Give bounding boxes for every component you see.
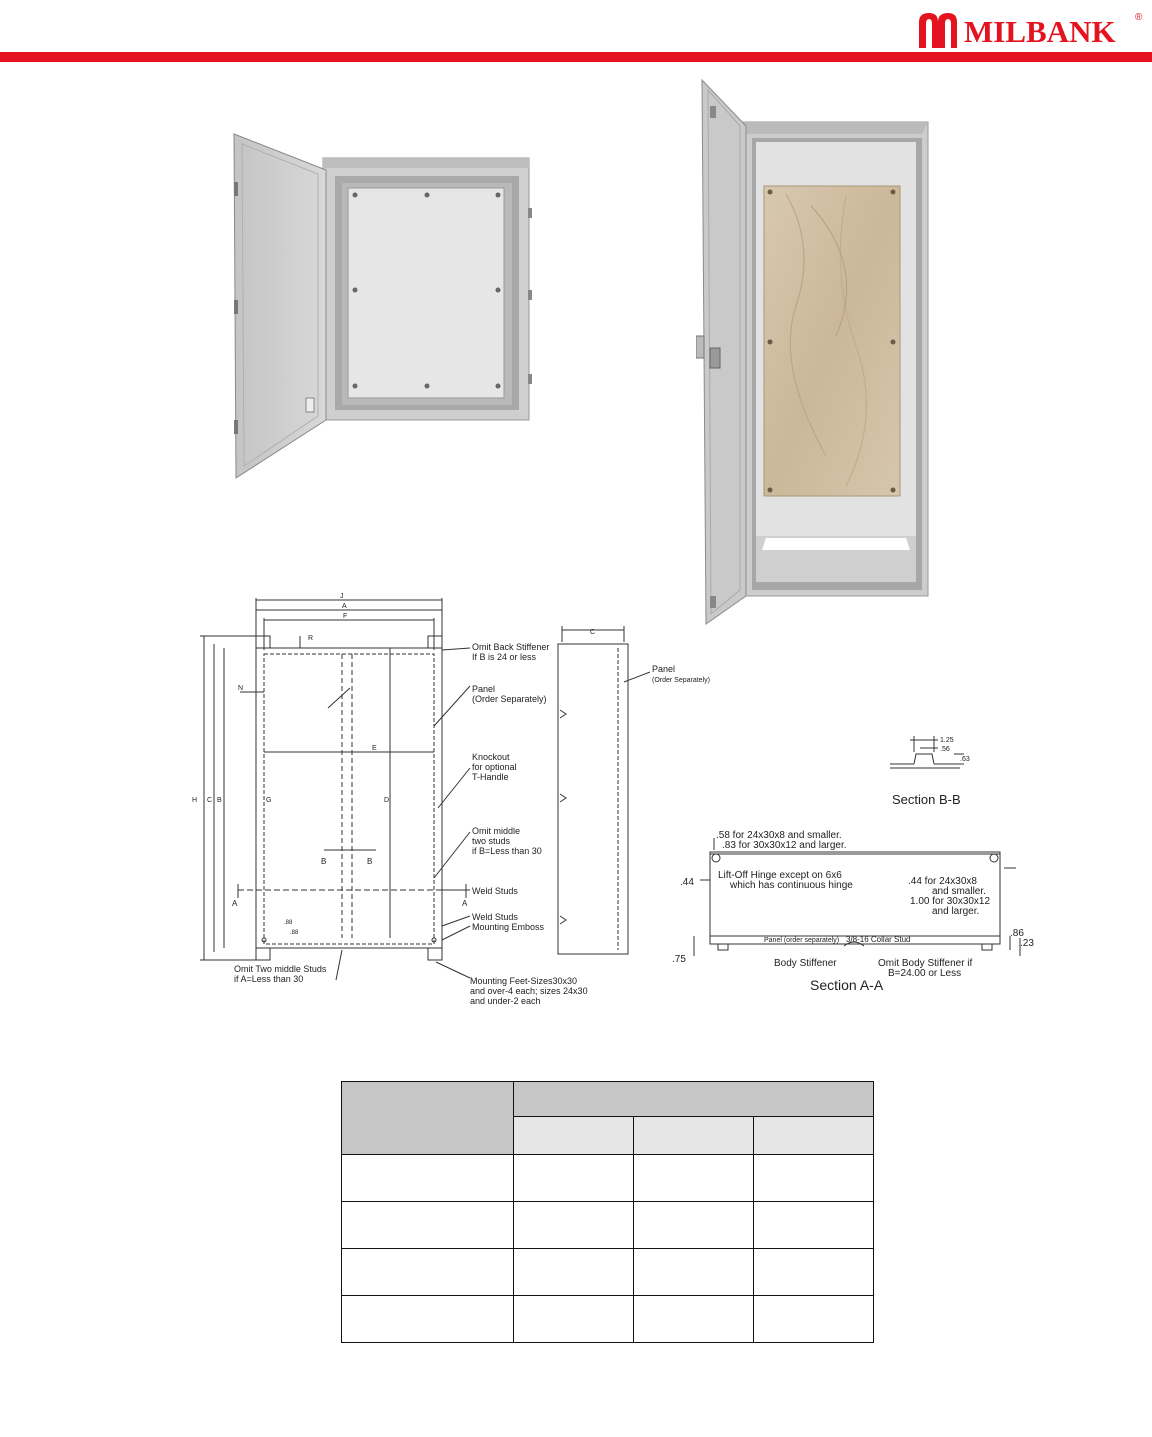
aa-panel: Panel (order separately) <box>764 937 840 944</box>
dim-a: A <box>342 603 347 610</box>
callout-omit-two-middle-1: Omit Two middle Studs <box>234 964 327 974</box>
bb-dim-56: .56 <box>940 746 950 753</box>
callout-omit-back-stiffener-2: If B is 24 or less <box>472 652 537 662</box>
table-cell <box>342 1249 514 1296</box>
table-cell <box>754 1296 874 1343</box>
callout-mounting-emboss: Mounting Emboss <box>472 922 545 932</box>
side-order-separately: (Order Separately) <box>652 677 710 684</box>
header-bar <box>0 52 1152 62</box>
table-cell <box>342 1202 514 1249</box>
table-cell <box>634 1202 754 1249</box>
callout-omit-back-stiffener-1: Omit Back Stiffener <box>472 642 550 652</box>
aa-top-note-1: .58 for 24x30x8 and smaller. <box>716 830 842 841</box>
aa-dim-86: .86 <box>1010 928 1024 939</box>
aa-collar-stud: 3/8-16 Collar Stud <box>846 935 911 944</box>
small-enclosure-photo <box>222 130 548 480</box>
bb-dim-63: .63 <box>960 756 970 763</box>
milbank-arch-icon <box>918 12 964 48</box>
dim-b: B <box>217 797 222 804</box>
aa-dim-75: .75 <box>672 954 686 965</box>
section-aa-title: Section A-A <box>810 977 884 993</box>
side-panel: Panel <box>652 664 676 674</box>
table-cell <box>754 1155 874 1202</box>
table-row <box>342 1296 874 1343</box>
bb-dim-125: 1.25 <box>940 737 954 744</box>
callout-omit-middle-1: Omit middle <box>472 826 521 836</box>
dim-e: E <box>372 745 377 752</box>
spec-table <box>341 1081 874 1343</box>
table-cell <box>634 1296 754 1343</box>
table-cell <box>634 1155 754 1202</box>
aa-right-note-2: and smaller. <box>932 886 986 897</box>
table-cell <box>514 1155 634 1202</box>
dim-f: F <box>343 613 348 620</box>
callout-omit-two-middle-2: if A=Less than 30 <box>234 974 304 984</box>
table-cell <box>342 1296 514 1343</box>
table-cell <box>754 1202 874 1249</box>
callout-knockout-3: T-Handle <box>472 772 509 782</box>
section-bb-title: Section B-B <box>892 792 961 807</box>
callout-omit-middle-3: if B=Less than 30 <box>472 846 542 856</box>
table-header-corner <box>342 1082 514 1155</box>
registered-mark: ® <box>1135 12 1143 23</box>
callout-mounting-feet-3: and under-2 each <box>470 996 541 1006</box>
aa-top-note-2: .83 for 30x30x12 and larger. <box>722 840 847 851</box>
dim-j: J <box>340 593 344 600</box>
aa-dim-23: .23 <box>1020 938 1034 949</box>
dim-g: G <box>266 797 272 804</box>
aa-right-note-1: .44 for 24x30x8 <box>908 876 977 887</box>
section-bb-drawing <box>880 730 1040 810</box>
callout-weld-studs-2: Weld Studs <box>472 912 518 922</box>
dim-c: C <box>207 797 213 804</box>
dim-c-side: C <box>590 629 596 636</box>
stud-dim-2: .88 <box>290 930 299 936</box>
callout-mounting-feet-1: Mounting Feet-Sizes30x30 <box>470 976 578 986</box>
table-cell <box>342 1155 514 1202</box>
callout-knockout-1: Knockout <box>472 752 510 762</box>
aa-body-stiffener: Body Stiffener <box>774 958 837 969</box>
section-aa-drawing <box>664 824 1064 1014</box>
table-cell <box>754 1249 874 1296</box>
table-row <box>342 1249 874 1296</box>
dim-h: H <box>192 797 198 804</box>
callout-panel-2: (Order Separately) <box>472 694 547 704</box>
aa-omit-body-2: B=24.00 or Less <box>888 968 962 979</box>
table-subheader-cell <box>514 1117 634 1155</box>
callout-panel-1: Panel <box>472 684 496 694</box>
table-row <box>342 1202 874 1249</box>
table-row <box>342 1155 874 1202</box>
dim-r: R <box>308 635 314 642</box>
tall-enclosure-plywood-photo <box>696 76 934 628</box>
table-cell <box>514 1202 634 1249</box>
callout-knockout-2: for optional <box>472 762 517 772</box>
aa-hinge-note-1: Lift-Off Hinge except on 6x6 <box>718 870 842 881</box>
milbank-logo <box>918 12 1150 48</box>
callout-weld-studs-1: Weld Studs <box>472 886 518 896</box>
aa-omit-body-1: Omit Body Stiffener if <box>878 958 973 969</box>
aa-hinge-note-2: which has continuous hinge <box>730 880 853 891</box>
table-subheader-cell <box>754 1117 874 1155</box>
aa-dim-44: .44 <box>680 877 694 888</box>
table-cell <box>514 1249 634 1296</box>
dim-n: N <box>238 685 244 692</box>
table-cell <box>634 1249 754 1296</box>
aa-right-note-3: 1.00 for 30x30x12 <box>910 896 991 907</box>
table-subheader-cell <box>634 1117 754 1155</box>
stud-dim-1: .88 <box>284 920 293 926</box>
section-b-right: B <box>367 857 373 866</box>
table-header-group <box>514 1082 874 1117</box>
section-b-left: B <box>321 857 327 866</box>
table-header-row <box>342 1082 874 1117</box>
section-a-right: A <box>462 899 468 908</box>
aa-right-note-4: and larger. <box>932 906 980 917</box>
front-view-drawing <box>180 588 600 1012</box>
callout-mounting-feet-2: and over-4 each; sizes 24x30 <box>470 986 588 996</box>
brand-name: MILBANK <box>964 14 1116 49</box>
section-a-left: A <box>232 899 238 908</box>
callout-omit-middle-2: two studs <box>472 836 511 846</box>
dim-d: D <box>384 797 390 804</box>
table-cell <box>514 1296 634 1343</box>
